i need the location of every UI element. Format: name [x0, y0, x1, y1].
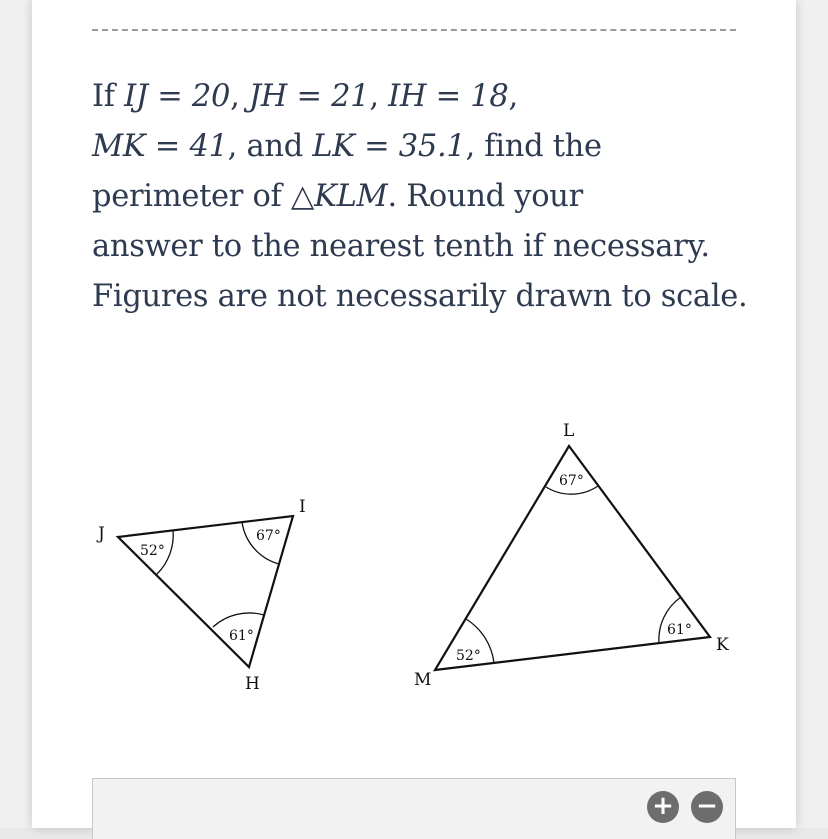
vertex-label-j: J: [98, 524, 105, 544]
question-line-1: If IJ = 20, JH = 21, IH = 18,: [92, 79, 518, 114]
question-text: [92, 72, 748, 322]
zoom-in-button[interactable]: +: [647, 791, 679, 823]
vertex-label-k: K: [716, 635, 729, 655]
vertex-label-h: H: [245, 674, 260, 694]
vertex-label-i: I: [299, 497, 306, 517]
angle-label-m: 52°: [456, 648, 481, 664]
vertex-label-m: M: [414, 670, 432, 690]
question-line-5: Figures are not necessarily drawn to scale.: [92, 279, 748, 314]
dashed-divider: [92, 29, 736, 31]
angle-label-k: 61°: [667, 622, 692, 638]
angle-label-l: 67°: [559, 473, 584, 489]
answer-input-area[interactable]: [92, 778, 736, 839]
triangle-klm: [414, 421, 729, 690]
question-line-3: perimeter of △KLM. Round your: [92, 179, 583, 214]
angle-label-j: 52°: [140, 543, 165, 559]
zoom-out-button[interactable]: −: [691, 791, 723, 823]
angle-label-h: 61°: [229, 628, 254, 644]
angle-arc-h: [213, 613, 264, 627]
triangles-figure: [0, 400, 828, 710]
vertex-label-l: L: [563, 421, 575, 441]
question-line-4: answer to the nearest tenth if necessary.: [92, 229, 710, 264]
question-line-2: MK = 41, and LK = 35.1, find the: [92, 129, 602, 164]
triangle-jih: [96, 497, 306, 694]
angle-label-i: 67°: [256, 528, 281, 544]
